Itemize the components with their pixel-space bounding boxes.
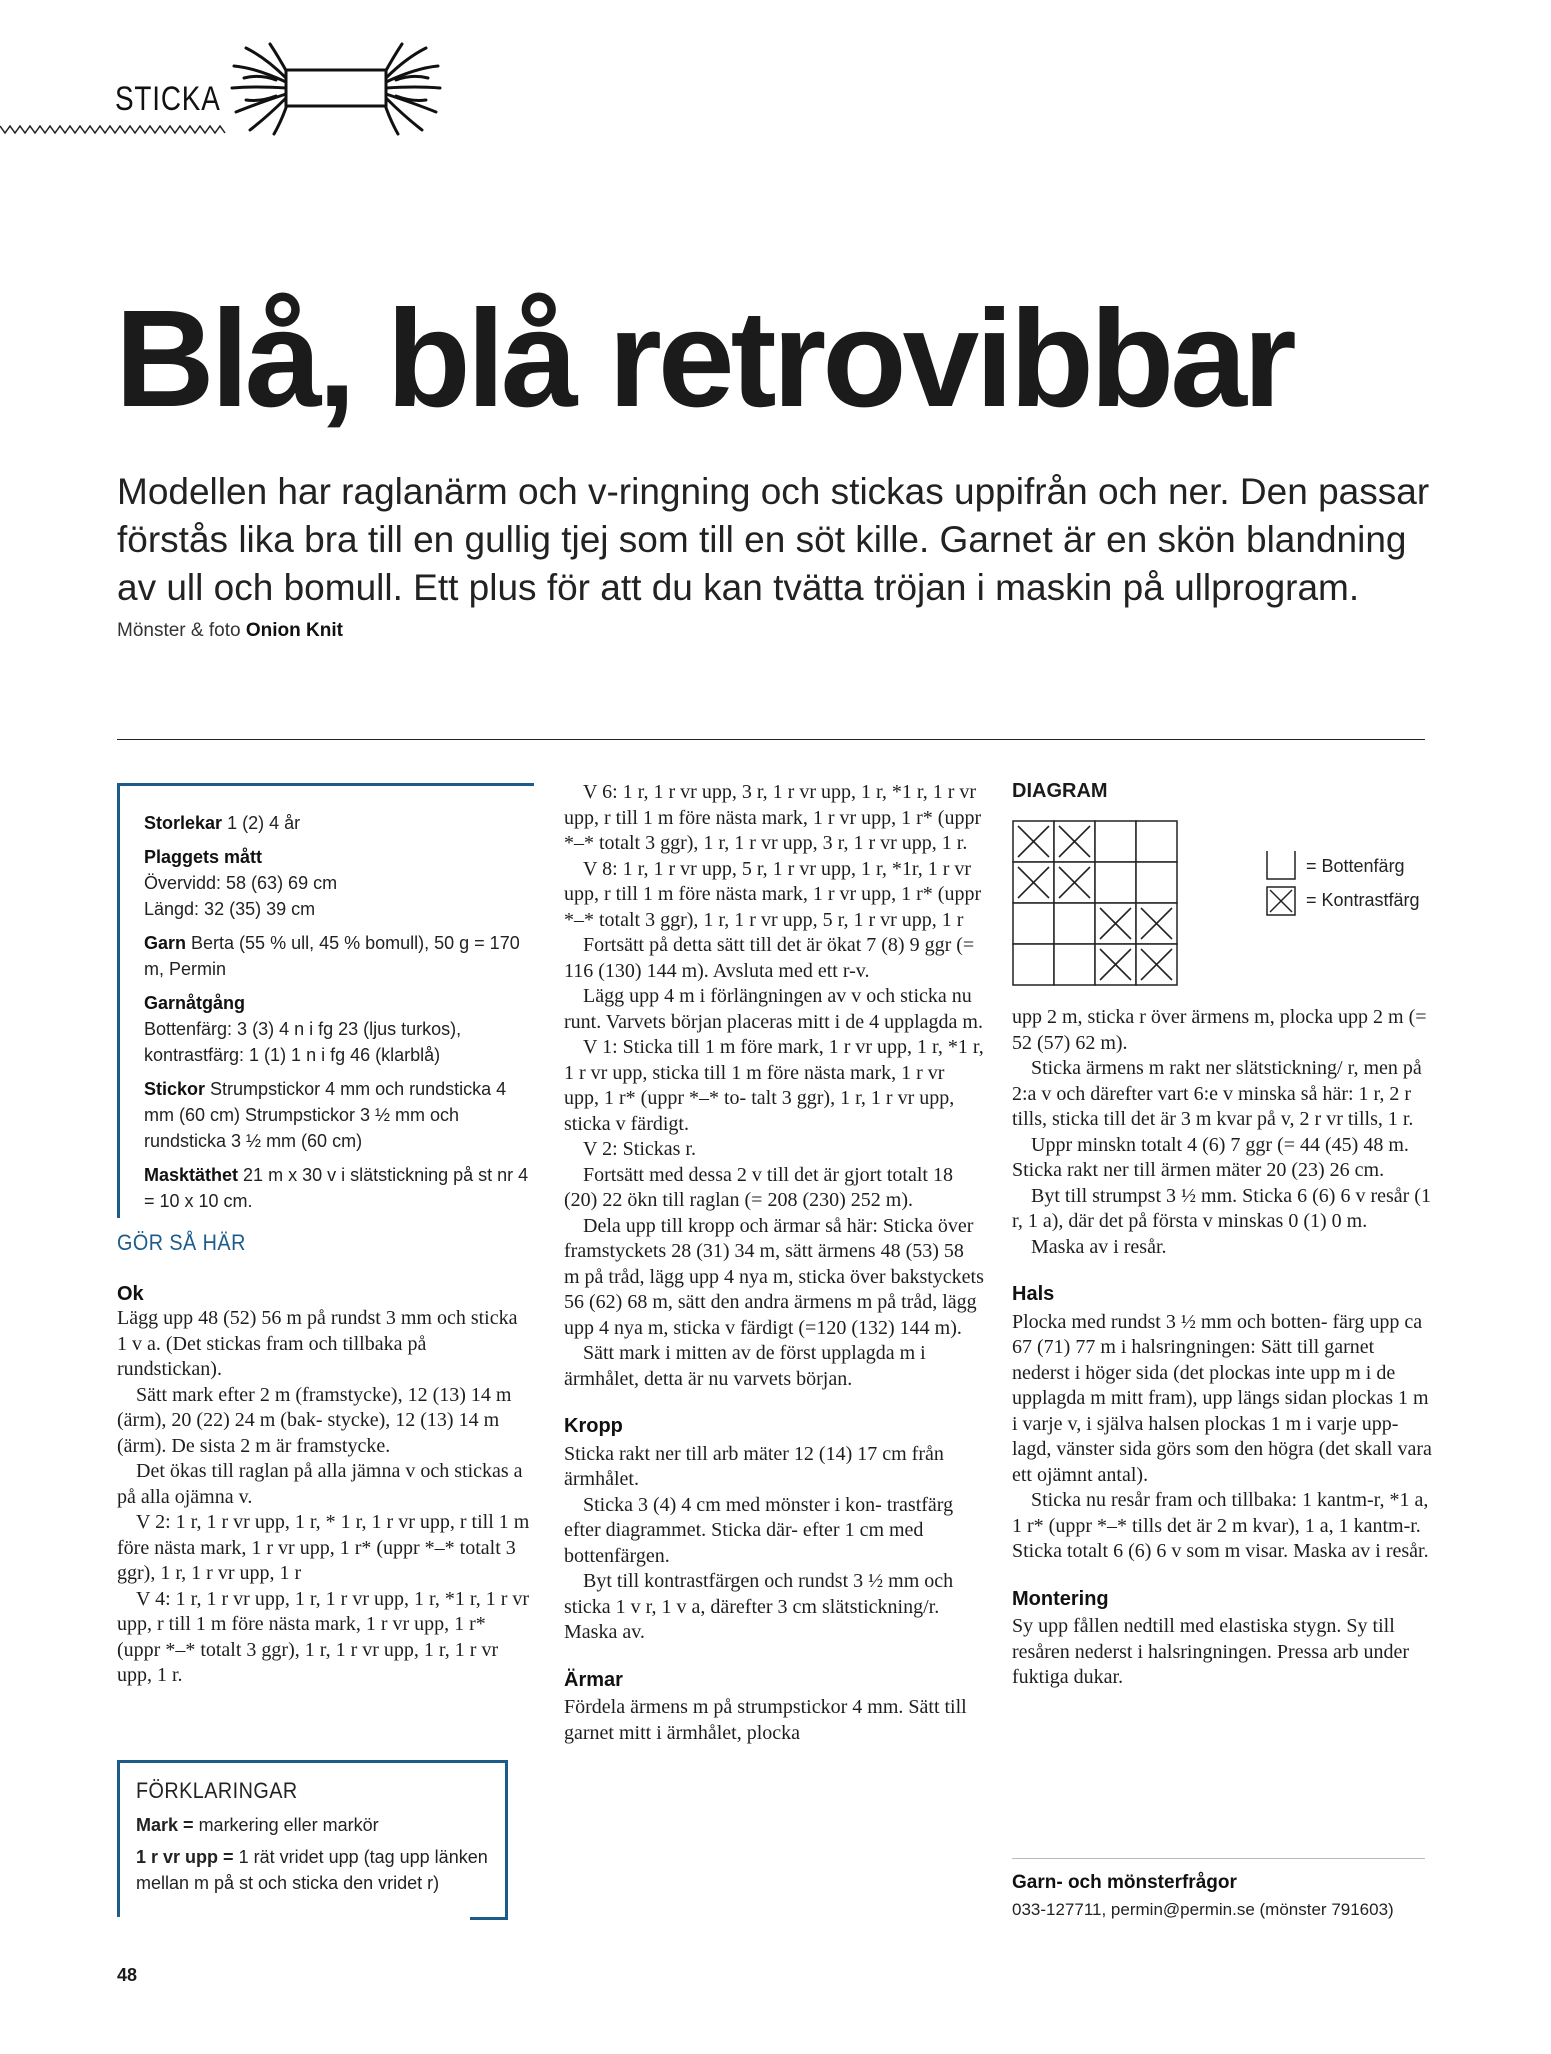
needles-value: Strumpstickor 4 mm och rundsticka 4 mm (60 cm) Strumpstickor 3 ½ mm och rundsticka 3 ½ mm (60 cm)	[144, 1079, 507, 1151]
diagram-cell-bottom	[1136, 862, 1177, 903]
diagram-cell-contrast	[1136, 944, 1177, 985]
column-right	[1012, 1005, 1432, 1691]
info-gauge	[144, 1162, 529, 1214]
legend-contrast-label: = Kontrastfärg	[1306, 890, 1420, 910]
article-credit	[117, 620, 343, 642]
yarn-amount-label: Garnåtgång	[144, 993, 246, 1013]
explanation-twisted	[136, 1844, 516, 1896]
explanation-term: Mark =	[136, 1815, 194, 1835]
montering-heading: Montering	[1012, 1587, 1109, 1610]
armar-heading: Ärmar	[564, 1668, 623, 1691]
ok-heading: Ok	[117, 1283, 144, 1305]
row-8: V 8: 1 r, 1 r vr upp, 5 r, 1 r vr upp, 1 r, *1r, 1 r vr upp, r till 1 m före nästa mark, 1 r vr upp, 1 r* (uppr *–* totalt 3 ggr), 1 r, 1 r vr upp, 5 r, 1 r vr upp, 1 r	[564, 857, 982, 931]
paragraph: Byt till strumpst 3 ½ mm. Sticka 6 (6) 6 v resår (1 r, 1 a), där det på första v minskas 0 (1) 0 m.	[1012, 1184, 1431, 1232]
article-intro: Modellen har raglanärm och v-ringning och stickas uppifrån och ner. Den passar förstås lika bra till en gullig tjej som till en söt kille. Garnet är en skön blandning av ull och bomull. Ett plus för att du kan tvätta tröjan i maskin på ullprogram.	[117, 471, 1430, 608]
diagram-cell-bottom	[1095, 821, 1136, 862]
explanation-definition: markering eller markör	[198, 1815, 379, 1835]
paragraph: Sätt mark i mitten av de först upplagda m i ärmhålet, detta är nu varvets början.	[564, 1342, 926, 1390]
contact-rule	[1012, 1858, 1425, 1859]
column-left	[117, 1283, 531, 1689]
credit-name: Onion Knit	[245, 620, 343, 641]
paragraph: Dela upp till kropp och ärmar så här: Sticka över framstyckets 28 (31) 34 m, sätt ärmens 48 (53) 58 m på tråd, lägg upp 4 nya m, sticka över bakstyckets 56 (62) 68 m, sätt den andra ärmens m på tråd, lägg upp 4 nya m, sticka v färdigt (=120 (132) 144 m).	[564, 1214, 984, 1339]
diagram-cell-bottom	[1095, 862, 1136, 903]
row-2: V 2: Stickas r.	[583, 1138, 696, 1160]
info-box	[144, 810, 529, 1222]
paragraph: Fortsätt på detta sätt till det är ökat 7 (8) 9 ggr (= 116 (130) 144 m). Avsluta med ett r-v.	[564, 934, 975, 982]
paragraph: Uppr minskn totalt 4 (6) 7 ggr (= 44 (45) 48 m. Sticka rakt ner till ärmen mäter 20 (23) 26 cm.	[1012, 1133, 1409, 1181]
paragraph: Plocka med rundst 3 ½ mm och botten- färg upp ca 67 (71) 77 m i halsringningen: Sätt till garnet nederst i höger sida (det plockas inte upp m i de upplagda m mitt fram), upp längs sidan plockas 1 m i varje v, i själva halsen plockas 1 m i varje upp- lagd, vänster sida görs som den högra (det skall vara ett ojämnt antal).	[1012, 1310, 1432, 1486]
gauge-label: Masktäthet	[144, 1165, 239, 1185]
explanations-heading: FÖRKLARINGAR	[136, 1778, 298, 1803]
paragraph: Sticka nu resår fram och tillbaka: 1 kantm-r, *1 a, 1 r* (uppr *–* tills det är 2 m kvar), 1 a, 1 kantm-r. Sticka totalt 6 (6) 6 v som m visar. Maska av i resår.	[1012, 1489, 1429, 1562]
zigzag-divider	[0, 124, 226, 136]
needles-label: Stickor	[144, 1079, 206, 1099]
diagram-cell-contrast	[1013, 862, 1054, 903]
diagram-cell-bottom	[1013, 903, 1054, 944]
paragraph: Lägg upp 4 m i förlängningen av v och sticka nu runt. Varvets början placeras mitt i de 4 upplagda m.	[564, 985, 983, 1033]
paragraph: Fördela ärmens m på strumpstickor 4 mm. Sätt till garnet mitt i ärmhålet, plocka	[564, 1696, 967, 1744]
paragraph: upp 2 m, sticka r över ärmens m, plocka upp 2 m (= 52 (57) 62 m).	[1012, 1006, 1427, 1054]
info-measurements	[144, 844, 529, 922]
ok-row-4: V 4: 1 r, 1 r vr upp, 1 r, 1 r vr upp, 1 r, *1 r, 1 r vr upp, r till 1 m före nästa mark, 1 r vr upp, 1 r* (uppr *–* totalt 3 ggr), 1 r, 1 r vr upp, 1 r, 1 r vr upp, 1 r.	[117, 1587, 530, 1686]
diagram-cell-bottom	[1013, 944, 1054, 985]
ok-paragraph: Det ökas till raglan på alla jämna v och stickas a på alla ojämna v.	[117, 1460, 523, 1508]
yarn-amount-main: Bottenfärg: 3 (3) 4 n i fg 23 (ljus turkos),	[144, 1019, 462, 1039]
contact-title: Garn- och mönsterfrågor	[1012, 1872, 1237, 1893]
diagram-cell-bottom	[1054, 944, 1095, 985]
yarn-value: Berta (55 % ull, 45 % bomull), 50 g = 170 m, Permin	[144, 933, 520, 979]
diagram-title: DIAGRAM	[1012, 780, 1108, 802]
measurements-label: Plaggets mått	[144, 847, 263, 867]
kropp-heading: Kropp	[564, 1415, 623, 1437]
explanation-term: 1 r vr upp =	[136, 1847, 234, 1867]
ok-text	[117, 1306, 531, 1689]
explanation-mark	[136, 1812, 516, 1838]
info-sizes	[144, 810, 529, 836]
contact-info: 033-127711, permin@permin.se (mönster 791603)	[1012, 1900, 1394, 1919]
ok-paragraph: Sätt mark efter 2 m (framstycke), 12 (13) 14 m (ärm), 20 (22) 24 m (bak- stycke), 12 (13) 14 m (ärm). De sista 2 m är framstycke.	[117, 1383, 512, 1457]
explanation-definition: 1 rät vridet upp (tag upp länken mellan m på st och sticka den vridet r)	[136, 1847, 488, 1893]
diagram-cell-bottom	[1054, 903, 1095, 944]
row-1: V 1: Sticka till 1 m före mark, 1 r vr upp, 1 r, *1 r, 1 r vr upp, sticka till 1 m före nästa mark, 1 r vr upp, 1 r* (uppr *–* to- talt 3 ggr), 1 r, 1 r vr upp, sticka v färdigt.	[564, 1036, 984, 1135]
paragraph: Maska av i resår.	[1031, 1235, 1167, 1258]
hals-heading: Hals	[1012, 1283, 1055, 1305]
ok-paragraph: Lägg upp 48 (52) 56 m på rundst 3 mm och sticka 1 v a. (Det stickas fram och tillbaka på rundstickan).	[117, 1307, 518, 1380]
paragraph: Sticka ärmens m rakt ner slätstickning/ r, men på 2:a v och därefter vart 6:e v minska så här: 1 r, 2 r tills, sticka till det är 3 m kvar på v, 2 r vr tills, 1 r.	[1012, 1057, 1422, 1130]
ok-row-2: V 2: 1 r, 1 r vr upp, 1 r, * 1 r, 1 r vr upp, r till 1 m före nästa mark, 1 r vr upp, 1 r* (uppr *–* totalt 3 ggr), 1 r, 1 r vr upp, 1 r	[117, 1511, 530, 1584]
diagram-cell-contrast	[1054, 821, 1095, 862]
diagram-grid	[1012, 820, 1178, 986]
yarn-skein-icon	[226, 38, 466, 138]
info-yarn	[144, 930, 529, 982]
gauge-value: 21 m x 30 v i slätstickning på st nr 4 = 10 x 10 cm.	[144, 1165, 529, 1211]
explanations-box-edge	[470, 1917, 508, 1920]
top-rule	[117, 739, 1425, 740]
diagram-cell-contrast	[1095, 944, 1136, 985]
paragraph: Sy upp fållen nedtill med elastiska stygn. Sy till resåren nederst i halsringningen. Pressa arb under fuktiga dukar.	[1012, 1615, 1410, 1688]
yarn-amount-contrast: kontrastfärg: 1 (1) 1 n i fg 46 (klarblå)	[144, 1045, 441, 1065]
column-middle	[564, 780, 984, 1746]
info-yarn-amount	[144, 990, 529, 1068]
article-title: Blå, blå retrovibbar	[115, 282, 1293, 436]
diagram-cell-contrast	[1095, 903, 1136, 944]
credit-prefix: Mönster & foto	[117, 620, 241, 641]
measurements-width: Övervidd: 58 (63) 69 cm	[144, 873, 338, 893]
legend-bottom-label: = Bottenfärg	[1306, 856, 1405, 876]
diagram-cell-bottom	[1136, 821, 1177, 862]
explanations-box	[136, 1778, 516, 1896]
row-6: V 6: 1 r, 1 r vr upp, 3 r, 1 r vr upp, 1 r, *1 r, 1 r vr upp, r till 1 m före nästa mark, 1 r vr upp, 1 r* (uppr *–* totalt 3 ggr), 1 r, 1 r vr upp, 3 r, 1 r vr upp, 1 r.	[564, 781, 982, 854]
diagram-legend	[1266, 850, 1300, 922]
info-needles	[144, 1076, 529, 1154]
diagram-cell-contrast	[1013, 821, 1054, 862]
paragraph: Sticka rakt ner till arb mäter 12 (14) 17 cm från ärmhålet.	[564, 1442, 944, 1490]
paragraph: Byt till kontrastfärgen och rundst 3 ½ mm och sticka 1 v r, 1 v a, därefter 3 cm slätstickning/r. Maska av.	[564, 1570, 954, 1643]
measurements-length: Längd: 32 (35) 39 cm	[144, 899, 316, 919]
diagram-cell-contrast	[1054, 862, 1095, 903]
sizes-label: Storlekar	[144, 813, 223, 833]
instructions-heading: GÖR SÅ HÄR	[117, 1230, 246, 1255]
sizes-value: 1 (2) 4 år	[227, 813, 301, 833]
legend-contrast-swatch	[1267, 887, 1295, 915]
diagram-cell-contrast	[1136, 903, 1177, 944]
page-number: 48	[117, 1965, 138, 1985]
contact-block	[1012, 1872, 1432, 1920]
legend-bottom-swatch	[1267, 851, 1295, 879]
section-label: STICKA	[115, 80, 221, 118]
paragraph: Sticka 3 (4) 4 cm med mönster i kon- trastfärg efter diagrammet. Sticka där- efter 1 cm med bottenfärgen.	[564, 1493, 954, 1567]
paragraph: Fortsätt med dessa 2 v till det är gjort totalt 18 (20) 22 ökn till raglan (= 208 (230) 252 m).	[564, 1163, 953, 1211]
yarn-label: Garn	[144, 933, 187, 953]
